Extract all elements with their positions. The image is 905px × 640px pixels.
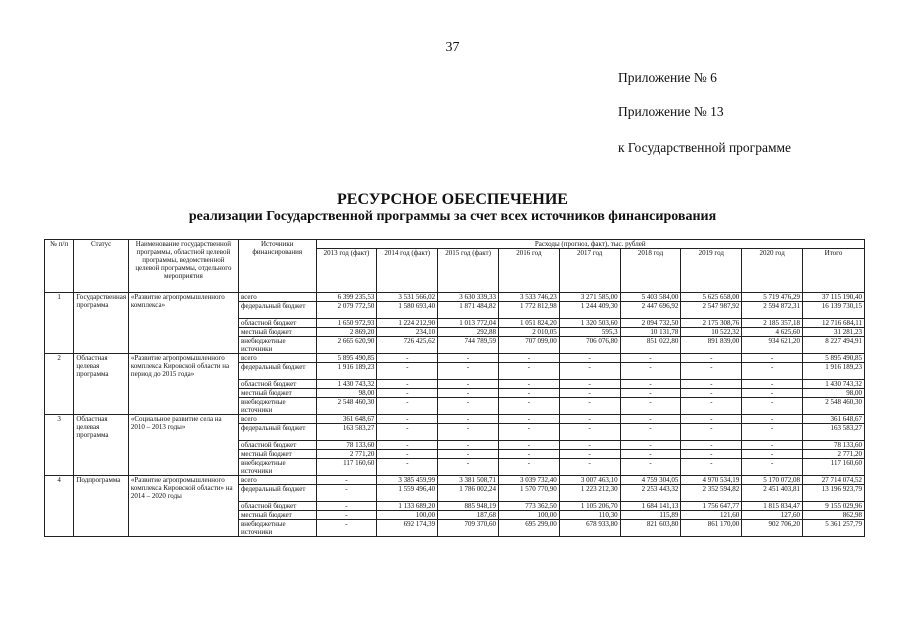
cell-total: 1 916 189,23 xyxy=(803,363,865,380)
row-source: областной бюджет xyxy=(238,441,316,450)
cell-value: - xyxy=(681,363,742,380)
row-num: 2 xyxy=(45,354,74,415)
cell-value: 4 970 534,19 xyxy=(681,476,742,485)
cell-value: 773 362,50 xyxy=(498,502,559,511)
cell-value: - xyxy=(559,354,620,363)
cell-value: 5 895 490,85 xyxy=(316,354,377,363)
cell-value: 1 223 212,30 xyxy=(559,485,620,502)
cell-value: 2 447 696,92 xyxy=(620,302,681,319)
cell-value: 2 253 443,32 xyxy=(620,485,681,502)
appendix-line-1: Приложение № 6 xyxy=(618,70,717,85)
cell-value: - xyxy=(742,459,803,476)
cell-value: 100,00 xyxy=(498,511,559,520)
cell-total: 98,00 xyxy=(803,389,865,398)
cell-value: 110,30 xyxy=(559,511,620,520)
cell-value: - xyxy=(498,398,559,415)
row-source: федеральный бюджет xyxy=(238,485,316,502)
cell-total: 2 548 460,30 xyxy=(803,398,865,415)
cell-value: 1 786 002,24 xyxy=(438,485,499,502)
cell-value: - xyxy=(438,424,499,441)
cell-value: - xyxy=(620,363,681,380)
row-source: местный бюджет xyxy=(238,389,316,398)
cell-value: 2 771,20 xyxy=(316,450,377,459)
header-total: Итого xyxy=(803,249,865,293)
cell-value: - xyxy=(559,441,620,450)
header-year: 2013 год (факт) xyxy=(316,249,377,293)
cell-value: - xyxy=(620,354,681,363)
cell-value: - xyxy=(316,476,377,485)
cell-value: 5 625 658,00 xyxy=(681,293,742,302)
row-num: 1 xyxy=(45,293,74,354)
header-source: Источники финансирования xyxy=(238,240,316,293)
row-num: 4 xyxy=(45,476,74,537)
row-status: Подпрограмма xyxy=(74,476,129,537)
cell-total: 5 895 490,85 xyxy=(803,354,865,363)
row-source: внебюджетные источники xyxy=(238,337,316,354)
header-year: 2015 год (факт) xyxy=(438,249,499,293)
cell-value: - xyxy=(438,363,499,380)
resource-table xyxy=(44,239,865,537)
cell-total: 12 716 684,11 xyxy=(803,319,865,328)
cell-value: 1 871 484,82 xyxy=(438,302,499,319)
cell-value: - xyxy=(438,389,499,398)
cell-value: - xyxy=(377,380,438,389)
cell-value: 2 094 732,50 xyxy=(620,319,681,328)
row-source: федеральный бюджет xyxy=(238,424,316,441)
row-source: федеральный бюджет xyxy=(238,363,316,380)
cell-value: - xyxy=(742,424,803,441)
cell-total: 5 361 257,79 xyxy=(803,520,865,537)
cell-value: 5 170 072,08 xyxy=(742,476,803,485)
cell-value: 6 399 235,53 xyxy=(316,293,377,302)
cell-value: - xyxy=(620,415,681,424)
cell-value: 98,00 xyxy=(316,389,377,398)
header-expenses: Расходы (прогноз, факт), тыс. рублей xyxy=(316,240,864,249)
cell-value: - xyxy=(620,441,681,450)
table-header xyxy=(45,240,865,293)
appendix-line-3: к Государственной программе xyxy=(618,140,792,155)
cell-total: 361 648,67 xyxy=(803,415,865,424)
row-status: Областная целевая программа xyxy=(74,415,129,476)
cell-value: - xyxy=(620,398,681,415)
cell-value: - xyxy=(620,389,681,398)
cell-value: 1 756 647,77 xyxy=(681,502,742,511)
table-body xyxy=(45,293,865,537)
cell-value: 163 583,27 xyxy=(316,424,377,441)
cell-total: 2 771,20 xyxy=(803,450,865,459)
cell-value: 678 933,80 xyxy=(559,520,620,537)
cell-total: 27 714 074,52 xyxy=(803,476,865,485)
cell-value: 1 684 141,13 xyxy=(620,502,681,511)
row-source: всего xyxy=(238,415,316,424)
cell-value: - xyxy=(377,354,438,363)
cell-value: - xyxy=(742,441,803,450)
cell-value: - xyxy=(498,380,559,389)
cell-value: 1 559 496,40 xyxy=(377,485,438,502)
row-source: всего xyxy=(238,354,316,363)
cell-value: 1 105 206,70 xyxy=(559,502,620,511)
cell-value: - xyxy=(742,450,803,459)
cell-value: - xyxy=(438,354,499,363)
row-status: Областная целевая программа xyxy=(74,354,129,415)
cell-value: 2 079 772,50 xyxy=(316,302,377,319)
cell-value: - xyxy=(498,424,559,441)
cell-value: - xyxy=(498,441,559,450)
row-program-name: «Развитие агропромышленного комплекса Кировской области» на 2014 – 2020 годы xyxy=(128,476,238,537)
table-row xyxy=(45,415,865,424)
header-year: 2020 год xyxy=(742,249,803,293)
row-source: внебюджетные источники xyxy=(238,398,316,415)
row-source: местный бюджет xyxy=(238,328,316,337)
cell-value: - xyxy=(438,380,499,389)
document-title: РЕСУРСНОЕ ОБЕСПЕЧЕНИЕ xyxy=(337,191,568,208)
header-year: 2019 год xyxy=(681,249,742,293)
cell-value: 744 789,59 xyxy=(438,337,499,354)
row-source: областной бюджет xyxy=(238,380,316,389)
row-source: местный бюджет xyxy=(238,450,316,459)
cell-value: - xyxy=(742,380,803,389)
cell-value: 891 839,00 xyxy=(681,337,742,354)
cell-value: 726 425,62 xyxy=(377,337,438,354)
cell-total: 862,98 xyxy=(803,511,865,520)
cell-value: 595,3 xyxy=(559,328,620,337)
cell-value: 2 185 357,18 xyxy=(742,319,803,328)
cell-value: 707 099,00 xyxy=(498,337,559,354)
cell-value: 3 531 566,02 xyxy=(377,293,438,302)
row-source: всего xyxy=(238,293,316,302)
cell-value: - xyxy=(681,415,742,424)
cell-value: - xyxy=(377,398,438,415)
cell-value: - xyxy=(438,415,499,424)
cell-value: - xyxy=(498,450,559,459)
table-row xyxy=(45,293,865,302)
cell-value: 292,88 xyxy=(438,328,499,337)
cell-value: - xyxy=(742,354,803,363)
cell-value: 3 381 508,71 xyxy=(438,476,499,485)
cell-value: 861 170,00 xyxy=(681,520,742,537)
cell-value: - xyxy=(498,363,559,380)
cell-value: 1 772 812,98 xyxy=(498,302,559,319)
cell-total: 1 430 743,32 xyxy=(803,380,865,389)
cell-value: 2 175 308,76 xyxy=(681,319,742,328)
cell-value: - xyxy=(438,398,499,415)
document-subtitle: реализации Государственной программы за счет всех источников финансирования xyxy=(188,209,717,224)
row-source: местный бюджет xyxy=(238,511,316,520)
cell-total: 31 281,23 xyxy=(803,328,865,337)
cell-value: - xyxy=(377,459,438,476)
cell-total: 78 133,60 xyxy=(803,441,865,450)
cell-value: 692 174,39 xyxy=(377,520,438,537)
header-year: 2018 год xyxy=(620,249,681,293)
cell-value: - xyxy=(681,424,742,441)
page-number: 37 xyxy=(445,40,460,55)
cell-value: 2 869,20 xyxy=(316,328,377,337)
header-year: 2014 год (факт) xyxy=(377,249,438,293)
header-status: Статус xyxy=(74,240,129,293)
cell-value: - xyxy=(681,380,742,389)
cell-value: - xyxy=(742,389,803,398)
cell-value: 1 815 834,47 xyxy=(742,502,803,511)
cell-value: - xyxy=(681,398,742,415)
row-num: 3 xyxy=(45,415,74,476)
cell-value: 3 271 585,00 xyxy=(559,293,620,302)
cell-total: 37 115 190,40 xyxy=(803,293,865,302)
cell-value: 1 051 824,20 xyxy=(498,319,559,328)
cell-value: - xyxy=(316,511,377,520)
cell-value: 78 133,60 xyxy=(316,441,377,450)
cell-total: 163 583,27 xyxy=(803,424,865,441)
cell-value: 121,60 xyxy=(681,511,742,520)
cell-value: 10 522,32 xyxy=(681,328,742,337)
cell-value: - xyxy=(559,380,620,389)
cell-value: 1 430 743,32 xyxy=(316,380,377,389)
cell-value: 2 451 403,81 xyxy=(742,485,803,502)
cell-value: - xyxy=(559,389,620,398)
cell-value: 10 131,78 xyxy=(620,328,681,337)
cell-value: 706 076,80 xyxy=(559,337,620,354)
cell-value: 1 133 689,20 xyxy=(377,502,438,511)
cell-value: 695 299,00 xyxy=(498,520,559,537)
cell-value: 3 385 459,99 xyxy=(377,476,438,485)
cell-value: - xyxy=(681,389,742,398)
cell-value: 2 665 620,90 xyxy=(316,337,377,354)
cell-value: 1 244 409,30 xyxy=(559,302,620,319)
cell-value: - xyxy=(559,398,620,415)
cell-value: 1 320 503,60 xyxy=(559,319,620,328)
row-program-name: «Развитие агропромышленного комплекса Кировской области на период до 2015 года» xyxy=(128,354,238,415)
cell-total: 8 227 494,91 xyxy=(803,337,865,354)
cell-value: - xyxy=(377,441,438,450)
row-status: Государственная программа xyxy=(74,293,129,354)
cell-value: - xyxy=(316,485,377,502)
cell-value: 1 650 972,93 xyxy=(316,319,377,328)
cell-value: - xyxy=(498,459,559,476)
row-source: внебюджетные источники xyxy=(238,459,316,476)
header-name: Наименование государственной программы, областной целевой программы, ведомственной целевой программы, отдельного мероприятия xyxy=(128,240,238,293)
cell-value: 4 759 304,05 xyxy=(620,476,681,485)
cell-value: 5 403 584,00 xyxy=(620,293,681,302)
cell-value: 3 039 732,40 xyxy=(498,476,559,485)
cell-value: - xyxy=(742,415,803,424)
cell-value: 709 370,60 xyxy=(438,520,499,537)
cell-value: 117 160,60 xyxy=(316,459,377,476)
cell-value: - xyxy=(620,424,681,441)
table-row xyxy=(45,476,865,485)
cell-value: - xyxy=(742,363,803,380)
cell-value: - xyxy=(377,389,438,398)
cell-value: - xyxy=(377,415,438,424)
appendix-line-2: Приложение № 13 xyxy=(618,104,724,119)
cell-value: 2 352 594,82 xyxy=(681,485,742,502)
cell-value: - xyxy=(559,415,620,424)
cell-value: - xyxy=(681,354,742,363)
cell-value: - xyxy=(438,441,499,450)
cell-value: 5 719 476,29 xyxy=(742,293,803,302)
cell-value: - xyxy=(559,424,620,441)
header-num: № п/п xyxy=(45,240,74,293)
cell-value: - xyxy=(377,424,438,441)
cell-value: - xyxy=(498,389,559,398)
cell-value: 100,00 xyxy=(377,511,438,520)
row-program-name: «Развитие агропромышленного комплекса» xyxy=(128,293,238,354)
cell-value: - xyxy=(620,450,681,459)
row-source: всего xyxy=(238,476,316,485)
row-source: областной бюджет xyxy=(238,319,316,328)
cell-value: 1 916 189,23 xyxy=(316,363,377,380)
cell-value: 3 533 746,23 xyxy=(498,293,559,302)
cell-value: - xyxy=(438,450,499,459)
cell-value: - xyxy=(681,459,742,476)
cell-value: 2 594 872,31 xyxy=(742,302,803,319)
cell-value: - xyxy=(559,459,620,476)
cell-value: 1 570 770,90 xyxy=(498,485,559,502)
cell-value: 821 603,80 xyxy=(620,520,681,537)
cell-total: 9 155 029,96 xyxy=(803,502,865,511)
cell-total: 16 139 730,15 xyxy=(803,302,865,319)
row-source: федеральный бюджет xyxy=(238,302,316,319)
cell-value: - xyxy=(742,398,803,415)
cell-total: 13 196 923,79 xyxy=(803,485,865,502)
cell-value: 4 625,60 xyxy=(742,328,803,337)
row-program-name: «Социальное развитие села на 2010 – 2013 годы» xyxy=(128,415,238,476)
cell-value: 934 621,20 xyxy=(742,337,803,354)
header-year: 2017 год xyxy=(559,249,620,293)
cell-value: - xyxy=(559,363,620,380)
cell-value: - xyxy=(498,415,559,424)
cell-value: 361 648,67 xyxy=(316,415,377,424)
cell-value: 3 630 339,33 xyxy=(438,293,499,302)
cell-value: 902 706,20 xyxy=(742,520,803,537)
cell-value: 2 548 460,30 xyxy=(316,398,377,415)
cell-value: 851 022,80 xyxy=(620,337,681,354)
cell-value: 1 580 693,40 xyxy=(377,302,438,319)
row-source: областной бюджет xyxy=(238,502,316,511)
cell-value: - xyxy=(316,520,377,537)
cell-value: 3 007 463,10 xyxy=(559,476,620,485)
cell-value: - xyxy=(377,363,438,380)
cell-value: - xyxy=(681,441,742,450)
cell-value: 1 224 212,90 xyxy=(377,319,438,328)
cell-value: - xyxy=(681,450,742,459)
cell-value: - xyxy=(316,502,377,511)
cell-value: 127,60 xyxy=(742,511,803,520)
cell-value: - xyxy=(438,459,499,476)
table-row xyxy=(45,354,865,363)
row-source: внебюджетные источники xyxy=(238,520,316,537)
header-year: 2016 год xyxy=(498,249,559,293)
cell-value: - xyxy=(620,459,681,476)
cell-total: 117 160,60 xyxy=(803,459,865,476)
cell-value: 187,68 xyxy=(438,511,499,520)
cell-value: 115,89 xyxy=(620,511,681,520)
cell-value: 1 013 772,04 xyxy=(438,319,499,328)
cell-value: 2 010,05 xyxy=(498,328,559,337)
cell-value: - xyxy=(377,450,438,459)
cell-value: 234,10 xyxy=(377,328,438,337)
cell-value: 2 547 987,92 xyxy=(681,302,742,319)
cell-value: - xyxy=(559,450,620,459)
cell-value: - xyxy=(620,380,681,389)
cell-value: - xyxy=(498,354,559,363)
cell-value: 885 948,19 xyxy=(438,502,499,511)
